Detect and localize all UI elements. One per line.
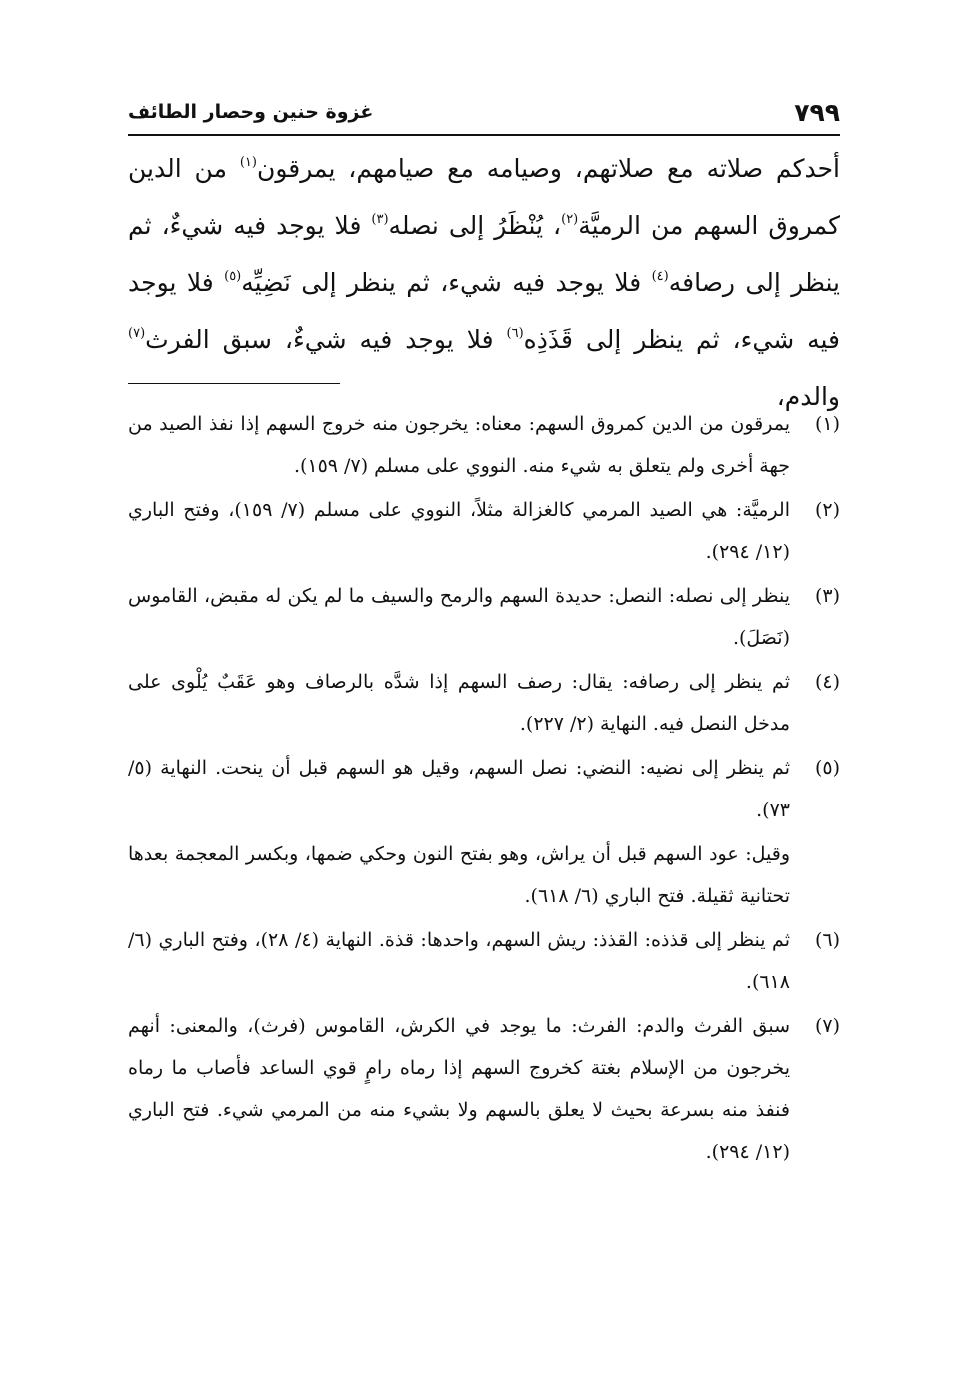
main-text-segment: والدم، bbox=[776, 382, 840, 411]
footnote-4 bbox=[128, 661, 840, 745]
footnote-number: (٥) bbox=[814, 757, 840, 779]
page-number: ٧٩٩ bbox=[794, 97, 840, 127]
main-text-segment: فلا يوجد فيه شيءٌ، سبق الفرث bbox=[145, 325, 507, 354]
footnote-text: الرميَّة: هي الصيد المرمي كالغزالة مثلاً، النووي على مسلم (٧/ ١٥٩)، وفتح الباري (١٢/ ٢٩٤). bbox=[128, 499, 790, 563]
footnote-3 bbox=[128, 575, 840, 659]
running-title: غزوة حنين وحصار الطائف bbox=[128, 101, 374, 123]
page-header bbox=[128, 96, 840, 128]
footnote-number: (٤) bbox=[814, 671, 840, 693]
footnote-number: (٣) bbox=[814, 585, 840, 607]
footnote-number: (١) bbox=[814, 413, 840, 435]
footnote-text: ينظر إلى نصله: النصل: حديدة السهم والرمح والسيف ما لم يكن له مقبض، القاموس (نَصَلَ). bbox=[128, 585, 790, 649]
main-text-segment: فلا يوجد فيه شيء، ثم ينظر إلى قَذَذِه bbox=[128, 268, 840, 354]
footnote-number: (٧) bbox=[814, 1015, 840, 1037]
main-text-segment: فلا يوجد فيه شيء، ثم ينظر إلى نَضِيِّه bbox=[241, 268, 652, 297]
footnote-text: يمرقون من الدين كمروق السهم: معناه: يخرجون منه خروج السهم إذا نفذ الصيد من جهة أخرى ولم يتعلق به شيء منه. النووي على مسلم (٧/ ١٥٩). bbox=[128, 413, 790, 477]
footnote-ref: (٣) bbox=[371, 212, 389, 227]
footnote-text: سبق الفرث والدم: الفرث: ما يوجد في الكرش، القاموس (فرث)، والمعنى: أنهم يخرجون من الإسلام بغتة كخروج السهم إذا رماه رامٍ قوي الساعد فأصاب ما رماه فنفذ منه بسرعة بحيث لا يعلق بالسهم ولا بشيء منه من المرمي شيء. فتح الباري (١٢/ ٢٩٤). bbox=[128, 1015, 790, 1163]
footnote-5-continuation: وقيل: عود السهم قبل أن يراش، وهو بفتح النون وحكي ضمها، وبكسر المعجمة بعدها تحتانية ثقيلة. فتح الباري (٦/ ٦١٨). bbox=[128, 843, 790, 907]
footnote-separator bbox=[128, 383, 340, 384]
footnote-7 bbox=[128, 1005, 840, 1173]
footnote-ref: (١) bbox=[239, 155, 257, 170]
footnote-ref: (٢) bbox=[561, 212, 579, 227]
footnote-text: ثم ينظر إلى رصافه: يقال: رصف السهم إذا شدَّه بالرصاف وهو عَقَبٌ يُلْوى على مدخل النصل فيه. النهاية (٢/ ٢٢٧). bbox=[128, 671, 790, 735]
footnote-1 bbox=[128, 403, 840, 487]
footnote-ref: (٦) bbox=[506, 326, 524, 341]
footnote-number: (٦) bbox=[814, 929, 840, 951]
footnotes bbox=[128, 403, 840, 1175]
footnote-number: (٢) bbox=[814, 499, 840, 521]
footnote-6 bbox=[128, 919, 840, 1003]
footnote-ref: (٧) bbox=[128, 326, 146, 341]
footnote-ref: (٥) bbox=[224, 269, 242, 284]
main-text-segment: من الدين كمروق السهم من الرميَّة bbox=[128, 154, 840, 240]
footnote-text: ثم ينظر إلى نضيه: النضي: نصل السهم، وقيل هو السهم قبل أن ينحت. النهاية (٥/ ٧٣). bbox=[128, 757, 790, 821]
footnote-text: ثم ينظر إلى قذذه: القذذ: ريش السهم، واحدها: قذة. النهاية (٤/ ٢٨)، وفتح الباري (٦/ ٦١٨). bbox=[128, 929, 790, 993]
main-text-segment: فلا يوجد فيه شيءٌ، ثم ينظر إلى رصافه bbox=[128, 211, 840, 297]
footnote-ref: (٤) bbox=[651, 269, 669, 284]
footnote-2 bbox=[128, 489, 840, 573]
header-rule bbox=[128, 134, 840, 136]
main-text-segment: أحدكم صلاته مع صلاتهم، وصيامه مع صيامهم، يمرقون bbox=[256, 154, 840, 183]
main-text-segment: ، يُنْظَرُ إلى نصله bbox=[388, 211, 562, 240]
footnote-5 bbox=[128, 747, 840, 831]
